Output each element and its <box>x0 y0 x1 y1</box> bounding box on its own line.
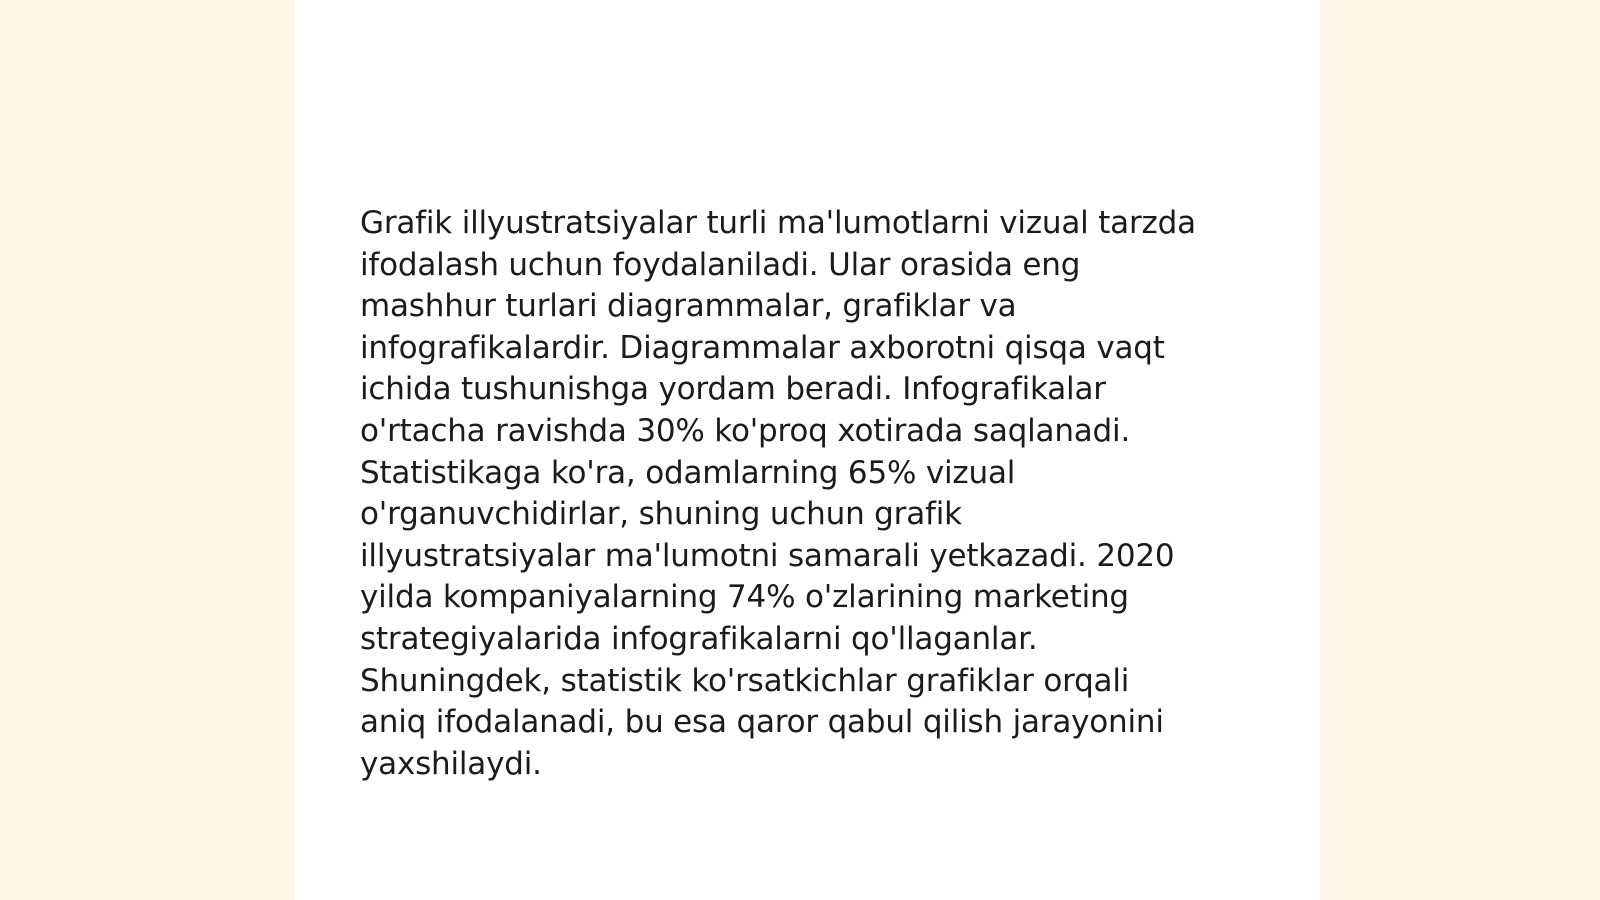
paragraph-line: infografikalardir. Diagrammalar axborotni qisqa vaqt <box>360 329 1165 366</box>
paragraph-line: illyustratsiyalar ma'lumotni samarali yetkazadi. 2020 <box>360 537 1175 574</box>
body-paragraph <box>360 203 1260 785</box>
paragraph-line: Shuningdek, statistik ko'rsatkichlar grafiklar orqali <box>360 662 1130 699</box>
paragraph-line: mashhur turlari diagrammalar, grafiklar va <box>360 288 1017 325</box>
paragraph-line: ichida tushunishga yordam beradi. Infografikalar <box>360 371 1106 408</box>
paragraph-line: o'rganuvchidirlar, shuning uchun grafik <box>360 496 962 533</box>
paragraph-line: yaxshilaydi. <box>360 745 542 782</box>
paragraph-line: ifodalash uchun foydalaniladi. Ular orasida eng <box>360 246 1081 283</box>
document-slide <box>295 0 1320 900</box>
paragraph-line: strategiyalarida infografikalarni qo'llaganlar. <box>360 620 1038 657</box>
paragraph-line: o'rtacha ravishda 30% ko'proq xotirada saqlanadi. <box>360 412 1131 449</box>
paragraph-line: Grafik illyustratsiyalar turli ma'lumotlarni vizual tarzda <box>360 205 1196 241</box>
paragraph-line: yilda kompaniyalarning 74% o'zlarining marketing <box>360 579 1129 616</box>
paragraph-line: Statistikaga ko'ra, odamlarning 65% vizual <box>360 454 1016 491</box>
paragraph-line: aniq ifodalanadi, bu esa qaror qabul qilish jarayonini <box>360 704 1164 741</box>
